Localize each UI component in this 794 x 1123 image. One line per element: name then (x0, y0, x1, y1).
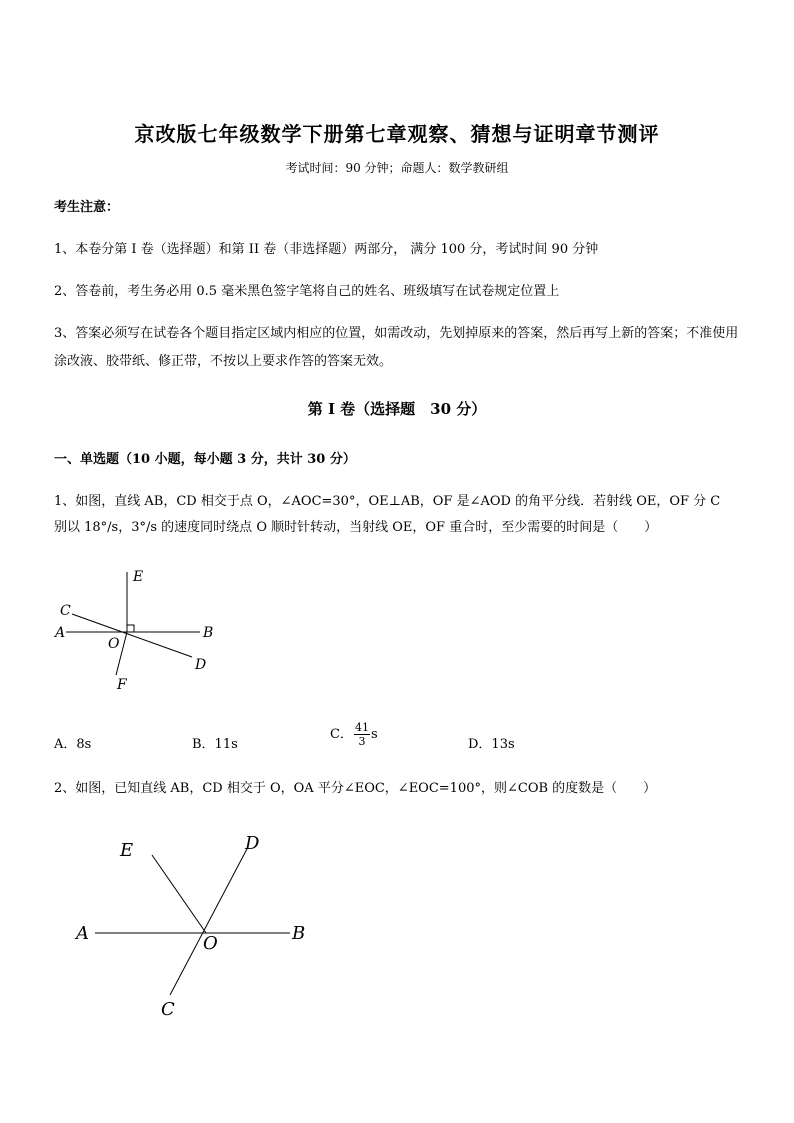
notice-heading: 考生注意： (54, 200, 120, 215)
ray-oe (152, 855, 206, 933)
exam-info: 考试时间：90 分钟；命题人：数学教研组 (285, 161, 509, 175)
label-f: F (117, 677, 127, 693)
notice-item-1: 1、本卷分第 I 卷（选择题）和第 II 卷（非选择题）两部分， 满分 100 分，考试时间 90 分钟 (54, 242, 599, 257)
fraction-denominator: 3 (358, 735, 366, 748)
notice-item-2: 2、答卷前，考生务必用 0.5 毫米黑色签字笔将自己的姓名、班级填写在试卷规定位置上 (54, 284, 560, 299)
label-o: O (203, 933, 218, 954)
label-e: E (120, 840, 134, 861)
label-d: D (195, 657, 207, 673)
line-cd (170, 847, 248, 995)
question-1-line-1: 1、如图，直线 AB，CD 相交于点 O，∠AOC=30°，OE⊥AB，OF 是∠AOD 的角平分线．若射线 OE，OF 分 C (54, 494, 721, 509)
choice-a: A．8s (54, 737, 92, 752)
section-title: 第 I 卷（选择题 30 分） (307, 400, 487, 418)
choice-c-unit: s (370, 727, 378, 742)
question-1-line-2: 别以 18°/s，3°/s 的速度同时绕点 O 顺时针转动，当射线 OE，OF 重合时，至少需要的时间是（ ） (54, 520, 658, 535)
label-c: C (161, 999, 175, 1020)
page-title: 京改版七年级数学下册第七章观察、猜想与证明章节测评 (134, 122, 660, 146)
label-d: D (245, 833, 260, 854)
label-b: B (292, 923, 306, 944)
choice-c-prefix: C． (330, 727, 353, 742)
label-a: A (55, 625, 66, 641)
fraction (354, 721, 370, 748)
notice-item-3: 3、答案必须写在试卷各个题目指定区域内相应的位置，如需改动，先划掉原来的答案，然后再写上新的答案；不准使用涂改液、胶带纸、修正带，不按以上要求作答的答案无效。 (54, 326, 739, 369)
choice-b: B．11s (192, 737, 238, 752)
question-1-figure (50, 562, 230, 694)
part-title: 一、单选题（10 小题，每小题 3 分，共计 30 分） (54, 452, 356, 467)
label-b: B (203, 625, 214, 641)
fraction-numerator: 41 (354, 721, 369, 734)
line-cd (72, 614, 192, 657)
label-o: O (108, 636, 120, 652)
question-2-text: 2、如图，已知直线 AB，CD 相交于 O，OA 平分∠EOC，∠EOC=100°，则∠COB 的度数是（ ） (54, 781, 657, 796)
choice-d: D．13s (468, 737, 515, 752)
question-2-figure (70, 825, 320, 1025)
choice-c (330, 721, 378, 748)
right-angle-mark (127, 625, 134, 632)
label-c: C (60, 603, 71, 619)
label-a: A (76, 923, 89, 944)
label-e: E (133, 569, 144, 585)
